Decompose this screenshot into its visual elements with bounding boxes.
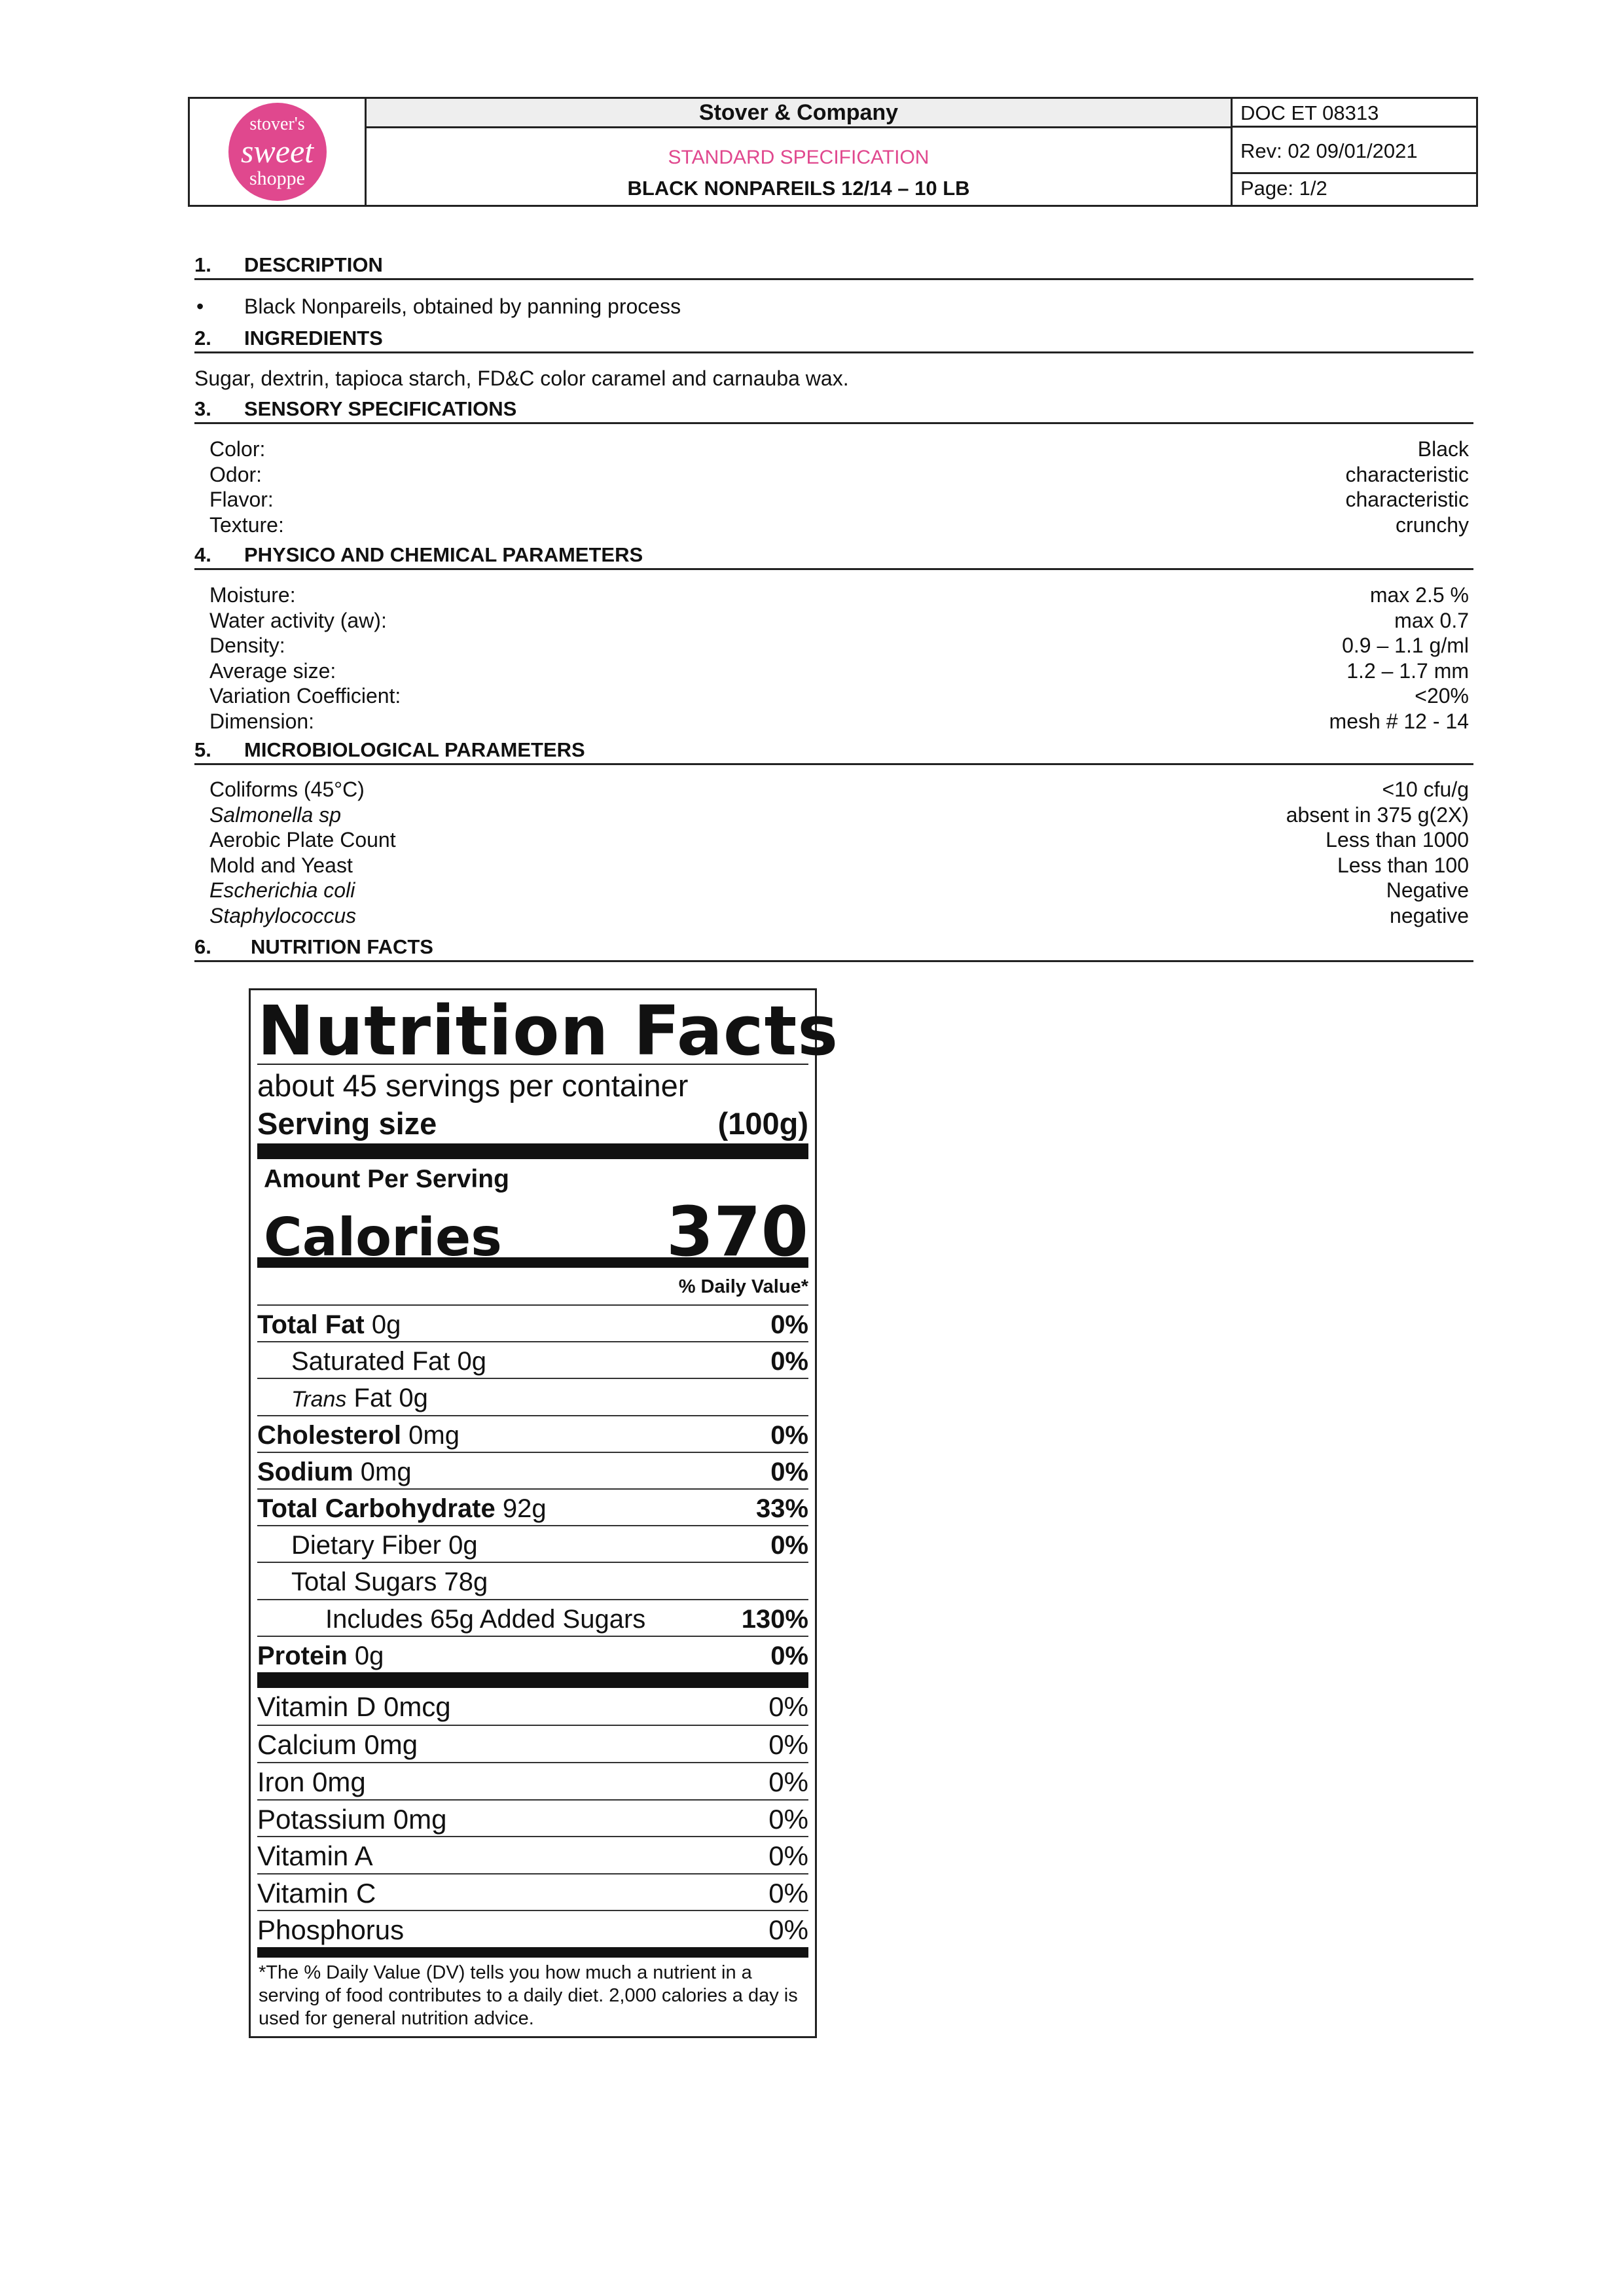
spec-value: Less than 1000	[1326, 828, 1469, 852]
section-title: PHYSICO AND CHEMICAL PARAMETERS	[244, 543, 643, 566]
section-number: 3.	[194, 397, 211, 420]
spec-row	[209, 878, 1469, 903]
spec-value: <10 cfu/g	[1382, 778, 1469, 801]
logo-cell	[190, 99, 367, 205]
medium-divider	[257, 1947, 808, 1958]
vitamin-name: Vitamin D 0mcg	[257, 1691, 451, 1722]
description-text: Black Nonpareils, obtained by panning process	[244, 295, 681, 318]
spec-value: 0.9 – 1.1 g/ml	[1342, 634, 1469, 658]
section-heading-description	[194, 252, 1473, 280]
calories-row	[257, 1192, 808, 1272]
vitamin-pct: 0%	[768, 1840, 808, 1872]
nutrient-name: Trans	[291, 1387, 347, 1412]
spec-row	[209, 802, 1469, 828]
nutrient-pct: 33%	[755, 1494, 808, 1523]
nutrient-amount: Fat 0g	[346, 1384, 428, 1413]
nutrient-name: Protein	[257, 1641, 348, 1670]
logo-text-line-3: shoppe	[249, 168, 305, 189]
vitamin-name: Vitamin A	[257, 1840, 373, 1872]
spec-key: Dimension:	[209, 709, 315, 733]
vitamin-name: Iron 0mg	[257, 1767, 366, 1798]
section-title: INGREDIENTS	[244, 327, 383, 350]
nutrient-row	[257, 1452, 808, 1488]
nutrient-row	[257, 1378, 808, 1414]
section-title: MICROBIOLOGICAL PARAMETERS	[244, 738, 585, 761]
section-heading-physico	[194, 542, 1473, 570]
spec-key: Salmonella sp	[209, 802, 341, 827]
vitamin-pct: 0%	[768, 1691, 808, 1722]
vitamin-row	[257, 1873, 808, 1910]
nutrient-row	[257, 1304, 808, 1341]
vitamin-name: Potassium 0mg	[257, 1803, 447, 1835]
vitamin-list	[257, 1688, 808, 1947]
revision: Rev: 02 09/01/2021	[1233, 128, 1478, 174]
thick-divider	[257, 1672, 808, 1688]
vitamin-pct: 0%	[768, 1803, 808, 1835]
spec-row	[209, 512, 1469, 538]
nutrient-amount: 0g	[441, 1531, 478, 1560]
serving-size-label: Serving size	[257, 1106, 437, 1141]
spec-row	[209, 709, 1469, 734]
vitamin-row	[257, 1725, 808, 1762]
nutrient-row	[257, 1562, 808, 1598]
section-number: 1.	[194, 253, 211, 276]
spec-value: absent in 375 g(2X)	[1286, 802, 1469, 827]
calories-value: 370	[666, 1192, 808, 1272]
nutrient-pct: 0%	[770, 1531, 808, 1560]
vitamin-row	[257, 1910, 808, 1947]
nutrient-name: Saturated Fat	[291, 1347, 450, 1376]
spec-value: max 2.5 %	[1369, 583, 1469, 607]
nutrient-row	[257, 1341, 808, 1378]
section-number: 6.	[194, 935, 211, 958]
spec-value: max 0.7	[1394, 608, 1469, 632]
spec-key: Average size:	[209, 658, 336, 683]
nutrient-name: Total Carbohydrate	[257, 1494, 496, 1523]
vitamin-pct: 0%	[768, 1767, 808, 1798]
nutrient-pct: 0%	[770, 1641, 808, 1670]
sensory-table	[209, 437, 1469, 537]
nutrient-name: Includes 65g Added Sugars	[325, 1604, 646, 1634]
spec-key: Color:	[209, 437, 266, 461]
header-meta-cell	[1231, 99, 1478, 205]
spec-row	[209, 462, 1469, 488]
section-number: 5.	[194, 738, 211, 761]
spec-key: Density:	[209, 634, 285, 658]
spec-label: STANDARD SPECIFICATION	[668, 147, 929, 168]
nutrient-pct: 0%	[770, 1310, 808, 1339]
vitamin-row	[257, 1762, 808, 1799]
spec-row	[209, 853, 1469, 878]
spec-key: Mold and Yeast	[209, 853, 353, 877]
vitamin-name: Phosphorus	[257, 1914, 405, 1946]
spec-value: characteristic	[1345, 488, 1469, 512]
spec-row	[209, 903, 1469, 929]
nutrient-amount: 0mg	[401, 1420, 460, 1450]
nutrient-amount: 0g	[450, 1347, 486, 1376]
servings-per-container: about 45 servings per container	[257, 1068, 689, 1103]
spec-row	[209, 437, 1469, 462]
nutrient-amount: 0g	[347, 1641, 384, 1670]
spec-key: Coliforms (45°C)	[209, 778, 365, 801]
daily-value-header: % Daily Value*	[678, 1276, 808, 1297]
spec-row	[209, 608, 1469, 634]
nutrient-pct: 0%	[770, 1420, 808, 1450]
spec-row	[209, 827, 1469, 853]
page-number: Page: 1/2	[1240, 177, 1327, 200]
serving-size-row	[257, 1105, 808, 1143]
nutrient-name: Total Fat	[257, 1310, 365, 1339]
amount-per-serving: Amount Per Serving	[264, 1165, 509, 1193]
vitamin-row	[257, 1688, 808, 1725]
nutrient-amount: 0mg	[353, 1457, 412, 1486]
nutrient-row	[257, 1525, 808, 1562]
spec-value: Negative	[1386, 878, 1469, 903]
header-title-cell	[367, 99, 1231, 205]
calories-label: Calories	[264, 1207, 502, 1268]
section-number: 2.	[194, 327, 211, 350]
nutrient-row	[257, 1636, 808, 1672]
section-heading-micro	[194, 737, 1473, 765]
nutrient-row	[257, 1488, 808, 1525]
nutrient-amount: 78g	[437, 1568, 488, 1597]
spec-value: Less than 100	[1337, 853, 1469, 877]
spec-key: Variation Coefficient:	[209, 684, 401, 708]
vitamin-pct: 0%	[768, 1729, 808, 1761]
physico-table	[209, 583, 1469, 734]
spec-key: Flavor:	[209, 488, 274, 512]
spec-value: characteristic	[1345, 462, 1469, 486]
nutrition-facts-title: Nutrition Facts	[257, 991, 839, 1071]
spec-value: mesh # 12 - 14	[1329, 709, 1469, 733]
thick-divider	[257, 1143, 808, 1159]
spec-key: Escherichia coli	[209, 878, 355, 903]
spec-row	[209, 683, 1469, 709]
spec-value: 1.2 – 1.7 mm	[1346, 658, 1469, 683]
spec-row	[209, 583, 1469, 608]
nutrient-amount: 0g	[364, 1310, 401, 1339]
spec-value: crunchy	[1395, 512, 1469, 537]
section-title: NUTRITION FACTS	[251, 935, 433, 958]
nutrient-amount: 92g	[495, 1494, 547, 1523]
nutrient-pct: 0%	[770, 1347, 808, 1376]
spec-row	[209, 487, 1469, 512]
nutrient-pct: 0%	[770, 1457, 808, 1486]
spec-row	[209, 658, 1469, 684]
company-logo	[228, 103, 327, 201]
spec-value: negative	[1390, 903, 1469, 927]
spec-row	[209, 633, 1469, 658]
nutrient-name: Dietary Fiber	[291, 1531, 441, 1560]
company-name: Stover & Company	[367, 99, 1231, 128]
doc-number: DOC ET 08313	[1233, 99, 1478, 128]
vitamin-row	[257, 1836, 808, 1873]
vitamin-pct: 0%	[768, 1877, 808, 1909]
section-title: SENSORY SPECIFICATIONS	[244, 397, 517, 420]
nutrient-name: Sodium	[257, 1457, 353, 1486]
spec-key: Odor:	[209, 462, 262, 486]
product-name: BLACK NONPAREILS 12/14 – 10 LB	[627, 177, 970, 200]
section-heading-sensory	[194, 396, 1473, 424]
spec-key: Water activity (aw):	[209, 608, 387, 632]
vitamin-pct: 0%	[768, 1914, 808, 1946]
spec-value: Black	[1417, 437, 1469, 461]
logo-text-line-1: stover's	[249, 114, 305, 134]
nutrient-row	[257, 1415, 808, 1452]
document-header	[188, 97, 1478, 207]
section-heading-nutrition	[194, 934, 1473, 962]
vitamin-name: Calcium 0mg	[257, 1729, 418, 1761]
bullet: •	[196, 295, 204, 318]
spec-value: <20%	[1415, 684, 1469, 708]
nutrient-name: Cholesterol	[257, 1420, 402, 1450]
section-number: 4.	[194, 543, 211, 566]
spec-key: Moisture:	[209, 583, 296, 607]
spec-key: Staphylococcus	[209, 903, 357, 927]
nutrition-facts-label	[249, 988, 839, 2038]
spec-key: Texture:	[209, 512, 284, 537]
daily-value-footnote: *The % Daily Value (DV) tells you how much a nutrient in a serving of food contributes to a daily diet. 2,000 calories a day is used for general nutrition advice.	[259, 1962, 798, 2030]
vitamin-row	[257, 1799, 808, 1837]
ingredients-text: Sugar, dextrin, tapioca starch, FD&C color caramel and carnauba wax.	[194, 367, 849, 390]
logo-text-line-2: sweet	[240, 133, 314, 170]
vitamin-name: Vitamin C	[257, 1877, 376, 1909]
nutrient-name: Total Sugars	[291, 1568, 437, 1597]
micro-table	[209, 777, 1469, 929]
section-heading-ingredients	[194, 325, 1473, 353]
nutrient-pct: 130%	[741, 1604, 808, 1634]
section-title: DESCRIPTION	[244, 253, 383, 276]
spec-key: Aerobic Plate Count	[209, 828, 396, 852]
spec-row	[209, 777, 1469, 802]
serving-size-value: (100g)	[717, 1106, 808, 1141]
nutrient-row	[257, 1599, 808, 1636]
